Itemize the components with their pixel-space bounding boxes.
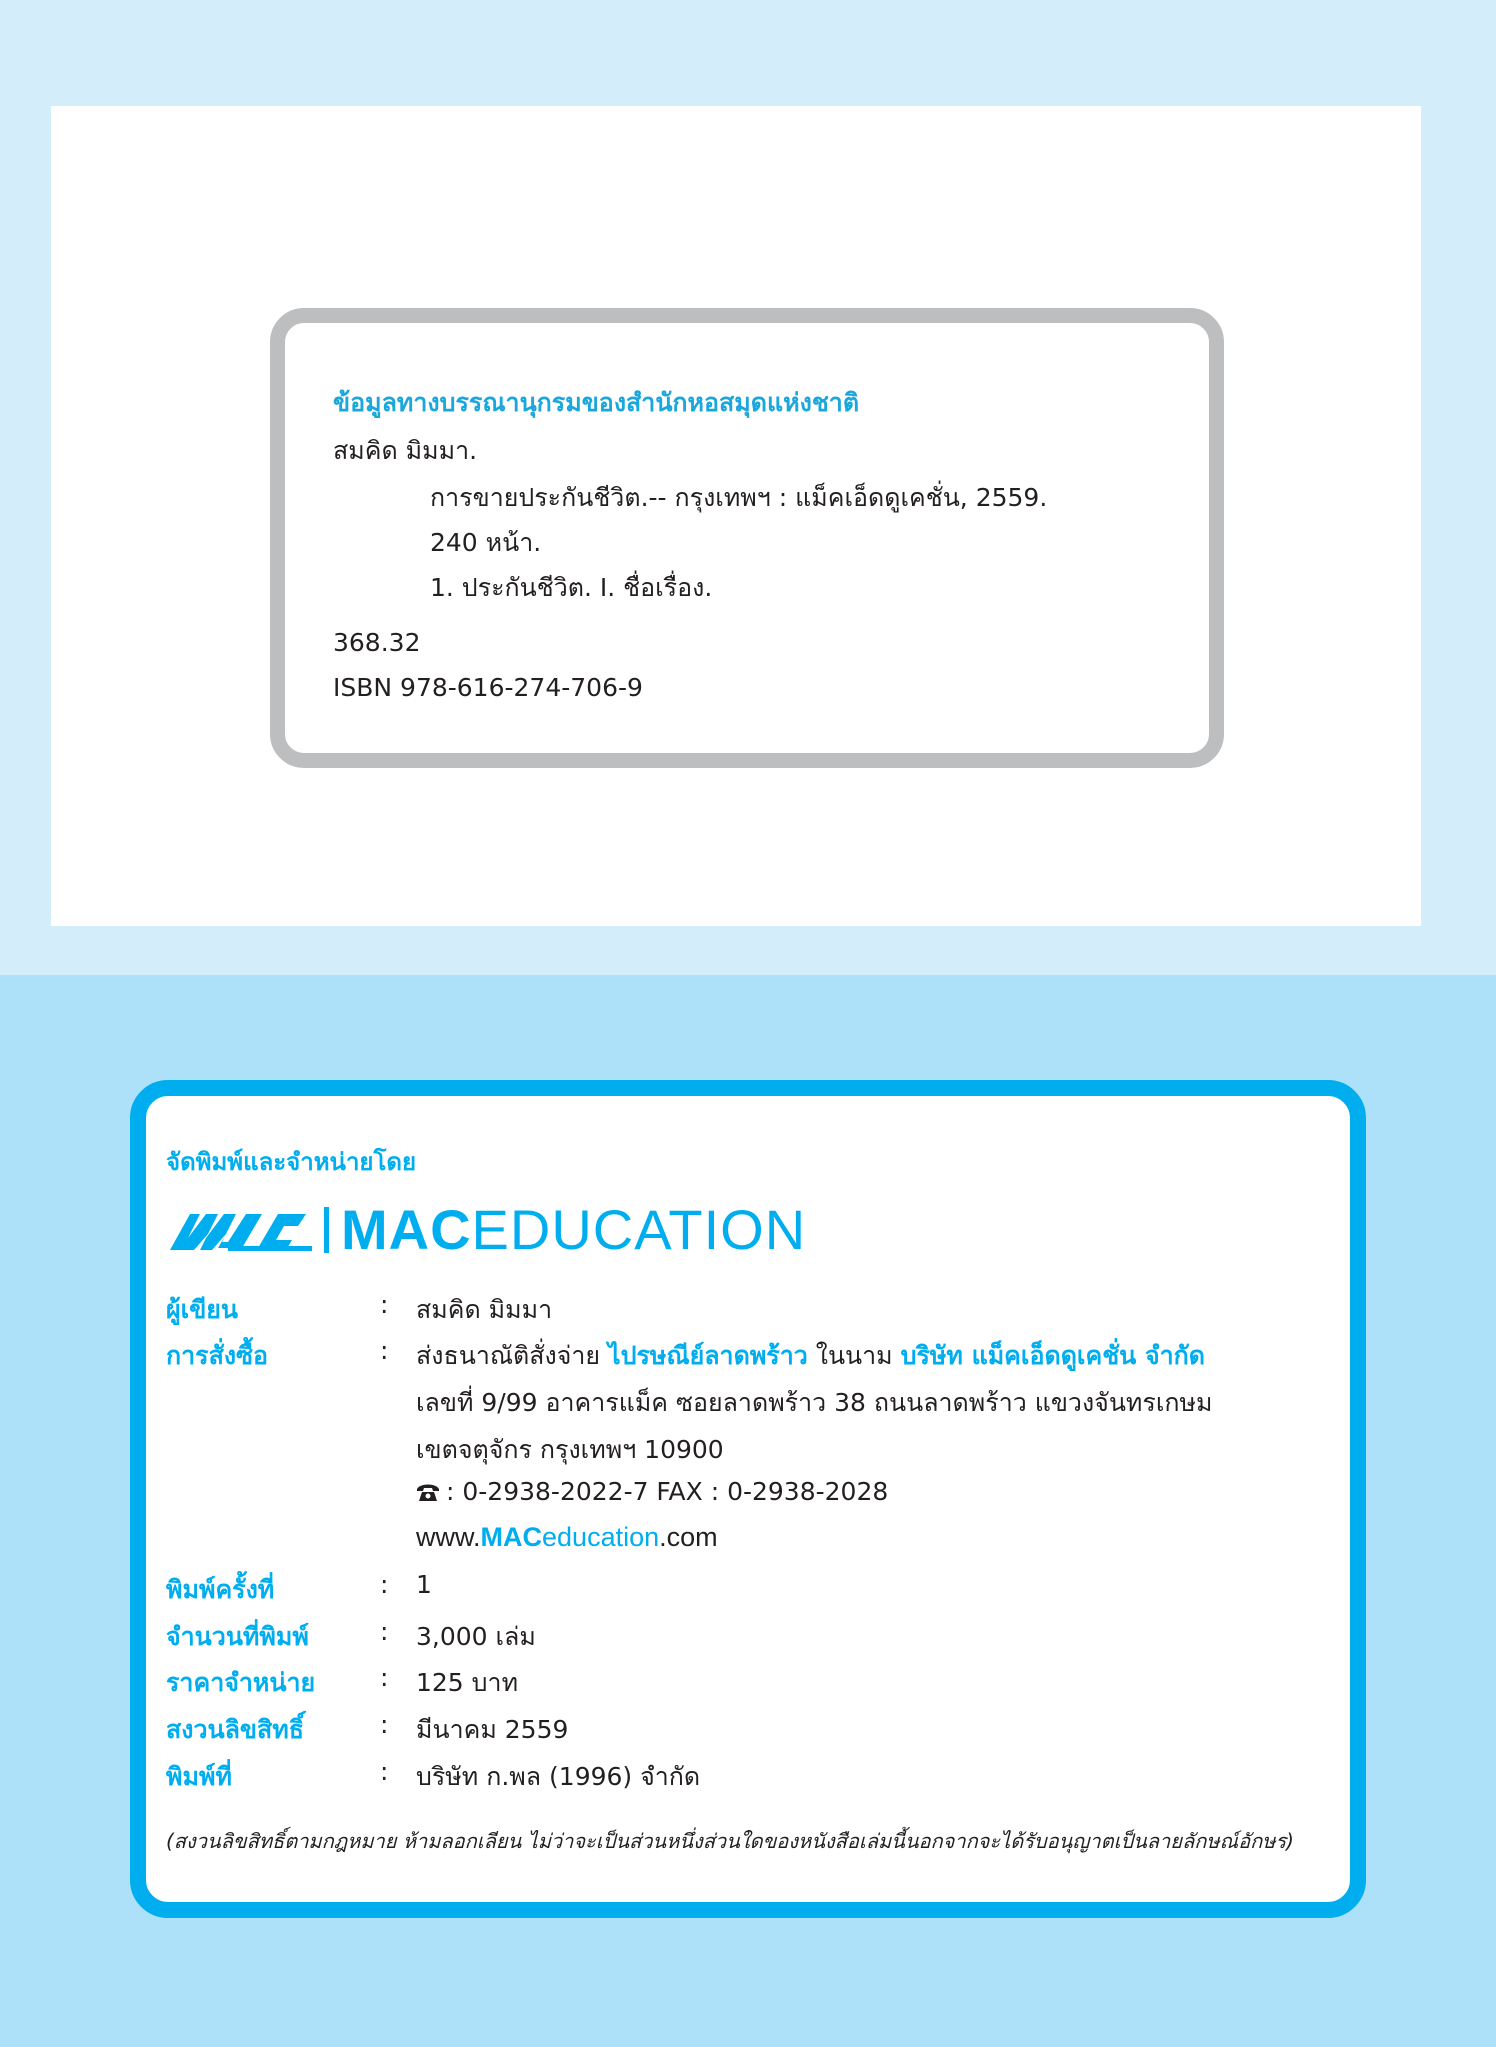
copyright-notice: (สงวนลิขสิทธิ์ตามกฎหมาย ห้ามลอกเลียน ไม่ว่าจะเป็นส่วนหนึ่งส่วนใดของหนังสือเล่มนี้นอกจากจะได้รับอนุญาตเป็นลายลักษณ์อักษร) (166, 1829, 1294, 1853)
web-suffix: .com (659, 1522, 718, 1552)
cip-isbn: ISBN 978-616-274-706-9 (333, 673, 643, 702)
cip-title: ข้อมูลทางบรรณานุกรมของสำนักหอสมุดแห่งชาติ (333, 388, 860, 417)
cip-author: สมคิด มิมมา. (333, 436, 478, 465)
price-row (166, 1663, 1346, 1703)
order-company: บริษัท แม็คเอ็ดดูเคชั่น จำกัด (900, 1341, 1206, 1370)
edition-row (166, 1570, 1346, 1610)
cip-box (270, 308, 1224, 768)
publisher-heading-text: จัดพิมพ์และจำหน่ายโดย (166, 1148, 417, 1176)
printer-label: พิมพ์ที่ (166, 1762, 232, 1791)
print-run-value: 3,000 เล่ม (416, 1622, 536, 1651)
order-line1 (416, 1336, 1205, 1376)
mac-wave-logo-icon (166, 1204, 316, 1256)
author-row (166, 1290, 1346, 1330)
copyright-colon: : (380, 1710, 389, 1739)
address-row-2 (166, 1430, 1346, 1470)
edition-value: 1 (416, 1570, 432, 1599)
author-label: ผู้เขียน (166, 1295, 239, 1324)
printer-value: บริษัท ก.พล (1996) จำกัด (416, 1762, 701, 1791)
edition-colon: : (380, 1570, 389, 1599)
telephone-icon (416, 1482, 440, 1502)
edition-label: พิมพ์ครั้งที่ (166, 1575, 275, 1604)
cip-classification: 368.32 (333, 628, 421, 657)
copyright-row (166, 1710, 1346, 1750)
price-label: ราคาจำหน่าย (166, 1668, 316, 1697)
cip-pages: 240 หน้า. (430, 528, 542, 557)
order-mid: ในนาม (807, 1341, 901, 1370)
web-prefix: www. (416, 1522, 481, 1552)
mac-education-logo (166, 1200, 806, 1260)
logo-education: EDUCATION (471, 1198, 807, 1261)
copyright-value: มีนาคม 2559 (416, 1715, 569, 1744)
phone-row (166, 1477, 1346, 1517)
price-colon: : (380, 1663, 389, 1692)
website-row (166, 1522, 1346, 1562)
logo-divider (324, 1207, 329, 1253)
order-colon: : (380, 1336, 389, 1365)
print-run-label: จำนวนที่พิมพ์ (166, 1622, 309, 1651)
web-education: education (542, 1522, 660, 1552)
phone-text: : 0-2938-2022-7 FAX : 0-2938-2028 (446, 1477, 889, 1506)
address-row-1 (166, 1383, 1346, 1423)
printer-row (166, 1757, 1346, 1797)
phone-line (416, 1477, 888, 1506)
logo-mac: MAC (341, 1198, 472, 1261)
order-label: การสั่งซื้อ (166, 1341, 269, 1370)
order-prefix: ส่งธนาณัติสั่งจ่าย (416, 1341, 609, 1370)
logo-wordmark (341, 1198, 807, 1261)
order-post-office: ไปรษณีย์ลาดพร้าว (608, 1341, 808, 1370)
print-run-row (166, 1617, 1346, 1657)
price-value: 125 บาท (416, 1668, 519, 1697)
order-row (166, 1336, 1346, 1376)
printer-colon: : (380, 1757, 389, 1786)
copyright-label: สงวนลิขสิทธิ์ (166, 1715, 305, 1744)
web-mac: MAC (480, 1522, 543, 1552)
author-value: สมคิด มิมมา (416, 1295, 553, 1324)
address-line-2: เขตจตุจักร กรุงเทพฯ 10900 (416, 1435, 724, 1464)
print-run-colon: : (380, 1617, 389, 1646)
author-colon: : (380, 1290, 389, 1319)
cip-title-entry: การขายประกันชีวิต.-- กรุงเทพฯ : แม็คเอ็ดดูเคชั่น, 2559. (430, 483, 1048, 512)
website-link[interactable] (416, 1522, 718, 1553)
address-line-1: เลขที่ 9/99 อาคารแม็ค ซอยลาดพร้าว 38 ถนนลาดพร้าว แขวงจันทรเกษม (416, 1388, 1213, 1417)
cip-subjects: 1. ประกันชีวิต. I. ชื่อเรื่อง. (430, 573, 713, 602)
